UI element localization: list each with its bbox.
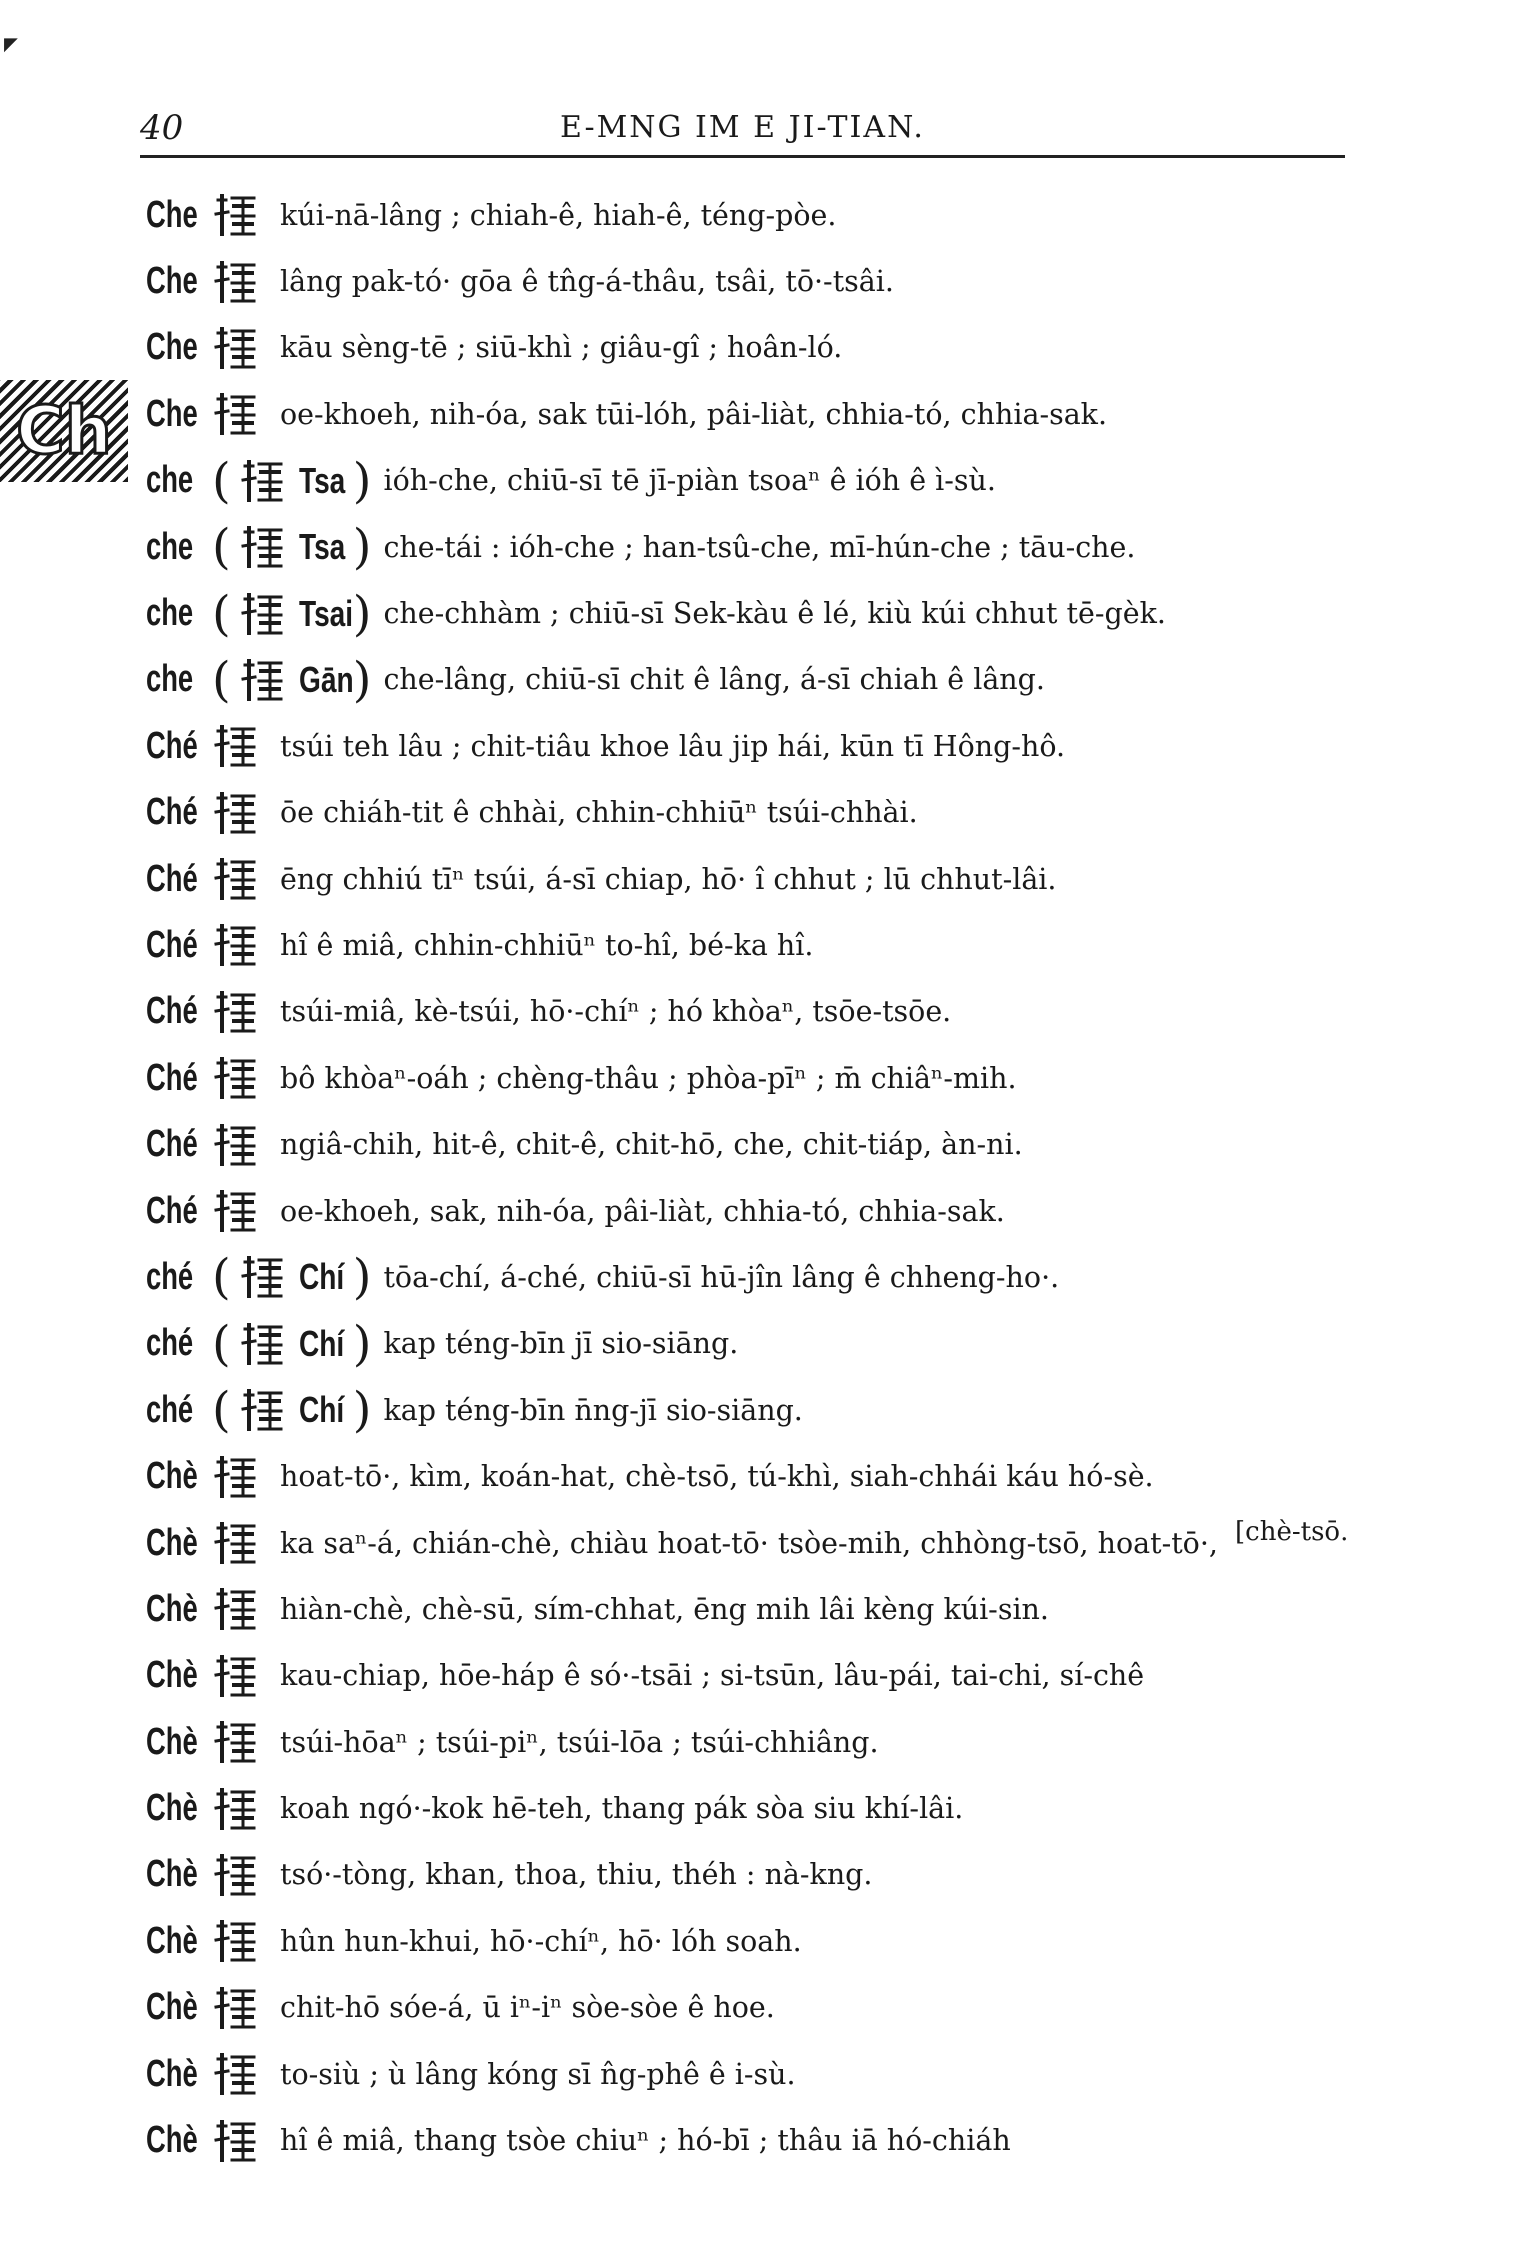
entry-definition: chit-hō sóe-á, ū iⁿ-iⁿ sòe-sòe ê hoe. bbox=[280, 1991, 775, 2025]
chinese-character-icon bbox=[212, 790, 268, 836]
entry-definition: tsúi-hōaⁿ ; tsúi-piⁿ, tsúi-lōa ; tsúi-chhiâng. bbox=[280, 1725, 879, 1759]
entry-definition: ngiâ-chih, hit-ê, chit-ê, chit-hō, che, chit-tiáp, àn-ni. bbox=[280, 1128, 1023, 1162]
entry-reference-reading: Chí bbox=[298, 1322, 344, 1364]
entry-reference-reading: Gān bbox=[298, 658, 354, 700]
entry-headword: Chè bbox=[146, 2119, 198, 2162]
header-rule bbox=[140, 155, 1345, 158]
chinese-character-icon bbox=[212, 325, 268, 371]
entry-reference-reading: Tsa bbox=[298, 526, 346, 568]
dictionary-entry bbox=[146, 713, 1386, 779]
chinese-character-icon bbox=[239, 657, 295, 703]
dictionary-entry bbox=[146, 1377, 1386, 1443]
page-number: 40 bbox=[140, 108, 184, 148]
entry-headword: Chè bbox=[146, 2052, 198, 2095]
entry-definition: kap téng-bīn jī sio-siāng. bbox=[383, 1327, 739, 1361]
entry-headword: Chè bbox=[146, 1654, 198, 1697]
open-paren: ( bbox=[212, 1382, 231, 1439]
entry-definition: tsúi teh lâu ; chit-tiâu khoe lâu jip hái, kūn tī Hông-hô. bbox=[280, 729, 1066, 763]
section-letter: Ch bbox=[16, 392, 112, 469]
entry-headword: Ché bbox=[146, 791, 198, 834]
dictionary-entry bbox=[146, 846, 1386, 912]
chinese-character-icon bbox=[212, 1786, 268, 1832]
entry-headword: Chè bbox=[146, 1587, 198, 1630]
open-paren: ( bbox=[212, 1315, 231, 1372]
entry-headword: Chè bbox=[146, 1455, 198, 1498]
entry-definition: che-lâng, chiū-sī chit ê lâng, á-sī chiah ê lâng. bbox=[383, 663, 1045, 697]
chinese-character-icon bbox=[212, 1520, 268, 1566]
dictionary-entry bbox=[146, 182, 1386, 248]
entry-definition: oe-khoeh, nih-óa, sak tūi-lóh, pâi-liàt, chhia-tó, chhia-sak. bbox=[280, 397, 1108, 431]
running-title: E-MNG IM E JI-TIAN. bbox=[560, 110, 925, 145]
entry-headword: Che bbox=[146, 326, 198, 369]
chinese-character-icon bbox=[212, 856, 268, 902]
entry-headword: Ché bbox=[146, 1123, 198, 1166]
open-paren: ( bbox=[212, 1249, 231, 1306]
dictionary-entry bbox=[146, 1443, 1386, 1509]
chinese-character-icon bbox=[212, 989, 268, 1035]
entry-headword: che bbox=[146, 525, 194, 568]
entry-headword: Ché bbox=[146, 724, 198, 767]
dictionary-entry bbox=[146, 1111, 1386, 1177]
entry-headword: Chè bbox=[146, 1720, 198, 1763]
dictionary-entry bbox=[146, 979, 1386, 1045]
chinese-character-icon bbox=[239, 1321, 295, 1367]
dictionary-entry bbox=[146, 912, 1386, 978]
entry-headword: Ché bbox=[146, 1056, 198, 1099]
dictionary-entry bbox=[146, 1510, 1386, 1576]
entry-headword: Ché bbox=[146, 857, 198, 900]
dictionary-entry bbox=[146, 580, 1386, 646]
entry-definition: tsúi-miâ, kè-tsúi, hō·-chíⁿ ; hó khòaⁿ, tsōe-tsōe. bbox=[280, 995, 952, 1029]
entry-headword: Che bbox=[146, 193, 198, 236]
entry-definition: hî ê miâ, thang tsòe chiuⁿ ; hó-bī ; thâu iā hó-chiáh bbox=[280, 2124, 1011, 2158]
dictionary-entry bbox=[146, 315, 1386, 381]
entry-headword: ché bbox=[146, 1322, 194, 1365]
chinese-character-icon bbox=[212, 1586, 268, 1632]
chinese-character-icon bbox=[212, 1918, 268, 1964]
close-paren: ) bbox=[352, 519, 372, 576]
entry-definition: che-chhàm ; chiū-sī Sek-kàu ê lé, kiù kúi chhut tē-gèk. bbox=[383, 597, 1166, 631]
entry-definition: hî ê miâ, chhin-chhiūⁿ to-hî, bé-ka hî. bbox=[280, 928, 814, 962]
entry-definition: kāu sèng-tē ; siū-khì ; giâu-gî ; hoân-ló. bbox=[280, 331, 843, 365]
chinese-character-icon bbox=[212, 391, 268, 437]
dictionary-entry bbox=[146, 647, 1386, 713]
dictionary-entry bbox=[146, 1045, 1386, 1111]
entry-definition: hiàn-chè, chè-sū, sím-chhat, ēng mih lâi kèng kúi-sin. bbox=[280, 1592, 1049, 1626]
entry-definition: to-siù ; ù lâng kóng sī n̂g-phê ê i-sù. bbox=[280, 2057, 796, 2091]
entry-headword: ché bbox=[146, 1388, 194, 1431]
chinese-character-icon bbox=[239, 458, 295, 504]
close-paren: ) bbox=[352, 452, 372, 509]
entry-definition: hoat-tō·, kìm, koán-hat, chè-tsō, tú-khì, siah-chhái káu hó-sè. bbox=[280, 1460, 1154, 1494]
entry-list bbox=[146, 182, 1386, 2174]
dictionary-entry bbox=[146, 1908, 1386, 1974]
entry-reference-reading: Tsa bbox=[298, 459, 346, 501]
chinese-character-icon bbox=[239, 591, 295, 637]
entry-definition: lâng pak-tó· gōa ê tn̂g-á-thâu, tsâi, tō·-tsâi. bbox=[280, 265, 894, 299]
entry-definition: ka saⁿ-á, chián-chè, chiàu hoat-tō· tsòe-mih, chhòng-tsō, hoat-tō·, bbox=[280, 1526, 1218, 1560]
chinese-character-icon bbox=[212, 2118, 268, 2164]
section-letter-badge bbox=[0, 380, 128, 482]
chinese-character-icon bbox=[212, 1719, 268, 1765]
entry-reference-reading: Tsai bbox=[298, 592, 353, 634]
close-paren: ) bbox=[352, 1249, 372, 1306]
entry-definition: kap téng-bīn n̄ng-jī sio-siāng. bbox=[383, 1393, 803, 1427]
chinese-character-icon bbox=[239, 1254, 295, 1300]
entry-headword: Che bbox=[146, 392, 198, 435]
dictionary-entry bbox=[146, 1709, 1386, 1775]
entry-definition: bô khòaⁿ-oáh ; chèng-thâu ; phòa-pīⁿ ; m̄ chiâⁿ-mih. bbox=[280, 1061, 1017, 1095]
chinese-character-icon bbox=[212, 1454, 268, 1500]
margin-note: [chè-tsō. bbox=[1235, 1517, 1349, 1547]
dictionary-entry bbox=[146, 514, 1386, 580]
close-paren: ) bbox=[352, 1315, 372, 1372]
entry-headword: Che bbox=[146, 260, 198, 303]
entry-headword: Ché bbox=[146, 923, 198, 966]
entry-headword: ché bbox=[146, 1255, 194, 1298]
dictionary-entry bbox=[146, 1975, 1386, 2041]
close-paren: ) bbox=[352, 651, 372, 708]
entry-definition: kúi-nā-lâng ; chiah-ê, hiah-ê, téng-pòe. bbox=[280, 198, 837, 232]
entry-definition: tsó·-tòng, khan, thoa, thiu, théh : nà-kng. bbox=[280, 1858, 873, 1892]
entry-definition: koah ngó·-kok hē-teh, thang pák sòa siu khí-lâi. bbox=[280, 1792, 964, 1826]
chinese-character-icon bbox=[212, 259, 268, 305]
entry-headword: Ché bbox=[146, 1189, 198, 1232]
dictionary-entry bbox=[146, 248, 1386, 314]
entry-headword: Chè bbox=[146, 1521, 198, 1564]
dictionary-entry bbox=[146, 1576, 1386, 1642]
chinese-character-icon bbox=[212, 1852, 268, 1898]
entry-definition: hûn hun-khui, hō·-chíⁿ, hō· lóh soah. bbox=[280, 1924, 802, 1958]
corner-mark: ◤ bbox=[4, 34, 18, 55]
open-paren: ( bbox=[212, 452, 231, 509]
chinese-character-icon bbox=[212, 1055, 268, 1101]
chinese-character-icon bbox=[212, 1985, 268, 2031]
entry-headword: Chè bbox=[146, 1919, 198, 1962]
dictionary-entry bbox=[146, 1244, 1386, 1310]
entry-definition: oe-khoeh, sak, nih-óa, pâi-liàt, chhia-tó, chhia-sak. bbox=[280, 1194, 1005, 1228]
entry-reference-reading: Chí bbox=[298, 1389, 344, 1431]
close-paren: ) bbox=[352, 585, 372, 642]
open-paren: ( bbox=[212, 651, 231, 708]
entry-headword: Chè bbox=[146, 1787, 198, 1830]
dictionary-entry bbox=[146, 2107, 1386, 2173]
dictionary-entry bbox=[146, 381, 1386, 447]
open-paren: ( bbox=[212, 519, 231, 576]
entry-headword: Ché bbox=[146, 990, 198, 1033]
chinese-character-icon bbox=[239, 1387, 295, 1433]
chinese-character-icon bbox=[212, 192, 268, 238]
entry-definition: che-tái : ióh-che ; han-tsû-che, mī-hún-che ; tāu-che. bbox=[383, 530, 1136, 564]
entry-headword: che bbox=[146, 592, 194, 635]
page-header bbox=[140, 108, 1340, 148]
dictionary-entry bbox=[146, 1643, 1386, 1709]
dictionary-entry bbox=[146, 2041, 1386, 2107]
entry-headword: Chè bbox=[146, 1986, 198, 2029]
entry-definition: tōa-chí, á-ché, chiū-sī hū-jîn lâng ê chheng-ho·. bbox=[383, 1260, 1060, 1294]
chinese-character-icon bbox=[212, 2051, 268, 2097]
entry-headword: Chè bbox=[146, 1853, 198, 1896]
dictionary-entry bbox=[146, 1311, 1386, 1377]
chinese-character-icon bbox=[212, 723, 268, 769]
entry-headword: che bbox=[146, 658, 194, 701]
chinese-character-icon bbox=[239, 524, 295, 570]
chinese-character-icon bbox=[212, 1653, 268, 1699]
dictionary-entry bbox=[146, 780, 1386, 846]
entry-definition: kau-chiap, hōe-háp ê só·-tsāi ; si-tsūn, lâu-pái, tai-chi, sí-chê bbox=[280, 1659, 1145, 1693]
open-paren: ( bbox=[212, 585, 231, 642]
dictionary-entry bbox=[146, 448, 1386, 514]
dictionary-entry bbox=[146, 1178, 1386, 1244]
chinese-character-icon bbox=[212, 1188, 268, 1234]
dictionary-entry bbox=[146, 1775, 1386, 1841]
entry-headword: che bbox=[146, 459, 194, 502]
dictionary-entry bbox=[146, 1842, 1386, 1908]
entry-definition: ōe chiáh-tit ê chhài, chhin-chhiūⁿ tsúi-chhài. bbox=[280, 796, 918, 830]
close-paren: ) bbox=[352, 1382, 372, 1439]
chinese-character-icon bbox=[212, 922, 268, 968]
entry-definition: ióh-che, chiū-sī tē jī-piàn tsoaⁿ ê ióh ê ì-sù. bbox=[383, 464, 996, 498]
entry-definition: ēng chhiú tīⁿ tsúi, á-sī chiap, hō· î chhut ; lū chhut-lâi. bbox=[280, 862, 1057, 896]
chinese-character-icon bbox=[212, 1122, 268, 1168]
entry-reference-reading: Chí bbox=[298, 1256, 344, 1298]
